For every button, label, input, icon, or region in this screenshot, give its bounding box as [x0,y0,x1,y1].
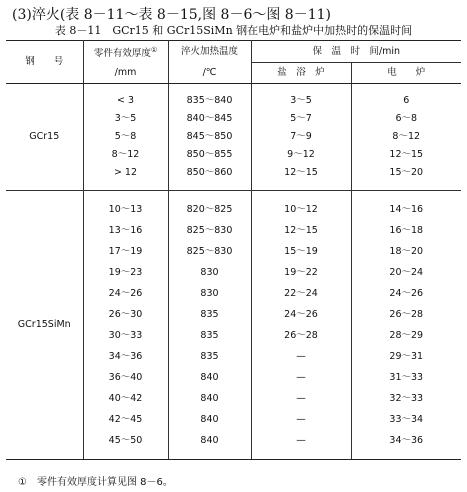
thickness-cell: < 3 [83,92,168,110]
temperature-cell: 835 [168,304,251,325]
electric-time-cell: 26～28 [389,308,424,320]
electric-time-cell: 14～16 [389,203,424,215]
spacer-cell [251,451,351,460]
header-temp-unit: /℃ [168,63,251,84]
temperature-cell: 850～855 [168,146,251,164]
spacer-cell [83,451,168,460]
thickness-cell: 30～33 [83,325,168,346]
header-steel: 钢 号 [6,41,83,84]
temperature-cell: 830 [168,262,251,283]
footnote-mark: ① [150,45,158,54]
temperature-cell: 850～860 [168,164,251,182]
thickness-cell: 45～50 [83,430,168,451]
electric-time-cell: 16～18 [389,224,424,236]
spacer-cell [168,191,251,200]
thickness-cell: 5～8 [83,128,168,146]
salt-bath-time-cell: 10～12 [251,199,351,220]
thickness-cell: 13～16 [83,220,168,241]
temperature-cell: 840 [168,430,251,451]
thickness-cell: 42～45 [83,409,168,430]
electric-time-cell: 33～34 [389,413,424,425]
electric-time-cell: 15～20 [389,167,424,178]
temperature-cell: 835～840 [168,92,251,110]
spacer-cell [251,84,351,93]
footnote: ① 零件有效厚度计算见图 8－6。 [18,477,173,488]
spacer-cell [351,182,461,191]
electric-time-cell: 8～12 [392,131,421,142]
salt-bath-time-cell: 3～5 [251,92,351,110]
thickness-cell: 40～42 [83,388,168,409]
thickness-cell: 17～19 [83,241,168,262]
spacer-cell [168,451,251,460]
electric-time-cell: 18～20 [389,245,424,257]
table-caption: 表 8－11 GCr15 和 GCr15SiMn 钢在电炉和盐炉中加热时的保温时间 [54,24,413,37]
salt-bath-time-cell: — [251,367,351,388]
thickness-cell: 10～13 [83,199,168,220]
thickness-cell: 8～12 [83,146,168,164]
header-thickness-unit: /mm [83,63,168,84]
thickness-cell: 36～40 [83,367,168,388]
salt-bath-time-cell: — [251,388,351,409]
electric-time-cell: 29～31 [389,350,424,362]
electric-time-cell: 20～24 [389,266,424,278]
salt-bath-time-cell: 26～28 [251,325,351,346]
electric-time-cell: 12～15 [389,149,424,160]
temperature-cell: 835 [168,346,251,367]
electric-time-cell: 6 [403,95,410,106]
electric-time-cell: 32～33 [389,392,424,404]
temperature-cell: 825～830 [168,220,251,241]
spacer-cell [168,84,251,93]
salt-bath-time-cell: 7～9 [251,128,351,146]
group-gcr15 [6,84,461,191]
electric-time-cell: 31～33 [389,371,424,383]
holding-time-table [6,40,461,460]
temperature-cell: 840 [168,388,251,409]
group-gcr15simn [6,191,461,460]
salt-bath-time-cell: — [251,346,351,367]
spacer-cell [251,191,351,200]
temperature-cell: 825～830 [168,241,251,262]
temperature-cell: 840～845 [168,110,251,128]
temperature-cell: 840 [168,367,251,388]
salt-bath-time-cell: 24～26 [251,304,351,325]
salt-bath-time-cell: 19～22 [251,262,351,283]
steel-grade-cell: GCr15 [6,84,83,191]
spacer-cell [83,84,168,93]
salt-bath-time-cell: 5～7 [251,110,351,128]
header-thickness: 零件有效厚度① [83,41,168,63]
electric-time-cell: 6～8 [395,113,418,124]
spacer-cell [83,182,168,191]
salt-bath-time-cell: 12～15 [251,164,351,182]
temperature-cell: 840 [168,409,251,430]
salt-bath-time-cell: 15～19 [251,241,351,262]
salt-bath-time-cell: 12～15 [251,220,351,241]
thickness-cell: 19～23 [83,262,168,283]
salt-bath-time-cell: — [251,409,351,430]
temperature-cell: 830 [168,283,251,304]
electric-time-cell: 24～26 [389,287,424,299]
thickness-cell: 34～36 [83,346,168,367]
electric-time-cell: 34～36 [389,434,424,446]
salt-bath-time-cell: 22～24 [251,283,351,304]
spacer-cell [351,84,461,93]
thickness-cell: 26～30 [83,304,168,325]
temperature-cell: 820～825 [168,199,251,220]
spacer-cell [251,182,351,191]
header-temp: 淬火加热温度 [168,41,251,63]
header-holding-time: 保 温 时 间/min [251,41,461,63]
electric-time-cell: 28～29 [389,329,424,341]
steel-grade-cell: GCr15SiMn [6,191,83,460]
spacer-cell [168,182,251,191]
thickness-cell: > 12 [83,164,168,182]
spacer-cell [83,191,168,200]
thickness-cell: 24～26 [83,283,168,304]
spacer-cell [351,451,461,460]
thickness-cell: 3～5 [83,110,168,128]
header-salt-bath: 盐 浴 炉 [251,63,351,84]
header-electric: 电 炉 [351,63,461,84]
spacer-cell [351,191,461,200]
salt-bath-time-cell: — [251,430,351,451]
temperature-cell: 835 [168,325,251,346]
spacer-row [6,191,461,200]
temperature-cell: 845～850 [168,128,251,146]
salt-bath-time-cell: 9～12 [251,146,351,164]
section-heading: (3)淬火(表 8－11～表 8－15,图 8－6～图 8－11) [12,7,331,23]
spacer-row [6,84,461,93]
